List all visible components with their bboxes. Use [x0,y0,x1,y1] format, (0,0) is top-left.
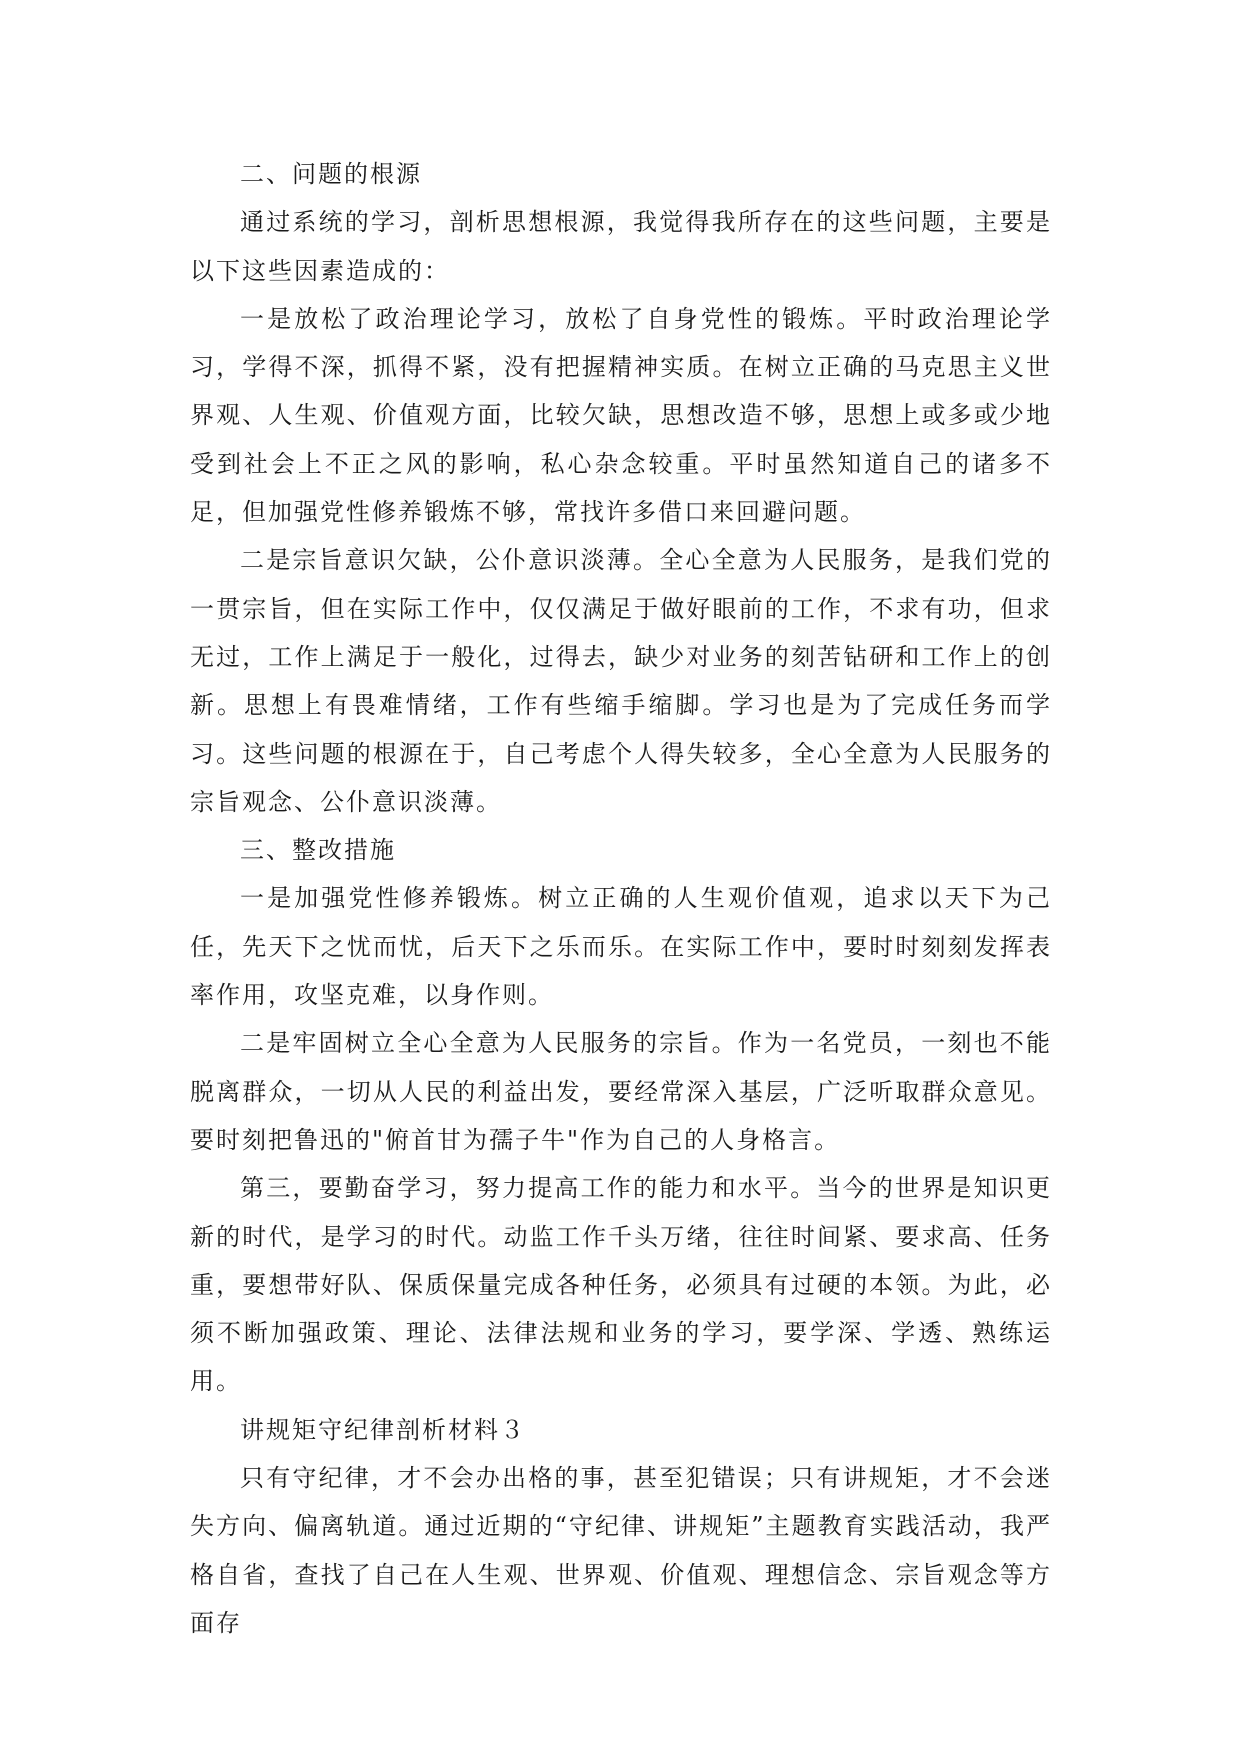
paragraph-measure-1: 一是加强党性修养锻炼。树立正确的人生观价值观，追求以天下为己任，先天下之忧而忧，后天下之乐而乐。在实际工作中，要时时刻刻发挥表率作用，攻坚克难，以身作则。 [190,884,1052,1010]
paragraph-measure-2: 二是牢固树立全心全意为人民服务的宗旨。作为一名党员，一刻也不能脱离群众，一切从人民的利益出发，要经常深入基层，广泛听取群众意见。要时刻把鲁迅的"俯首甘为孺子牛"作为自己的人身格言。 [190,1029,1052,1154]
document-body [190,150,1052,1647]
paragraph-intro: 通过系统的学习，剖析思想根源，我觉得我所存在的这些问题，主要是以下这些因素造成的： [190,208,1052,285]
section-heading-rectification: 三、整改措施 [240,836,396,865]
document-subtitle: 讲规矩守纪律剖析材料３ [240,1415,526,1444]
paragraph-material-3-intro: 只有守纪律，才不会办出格的事，甚至犯错误；只有讲规矩，才不会迷失方向、偏离轨道。通过近期的“守纪律、讲规矩”主题教育实践活动，我严格自省，查找了自己在人生观、世界观、价值观、理想信念、宗旨观念等方面存 [190,1464,1052,1637]
section-heading-root-causes: 二、问题的根源 [240,160,422,188]
paragraph-cause-2: 二是宗旨意识欠缺，公仆意识淡薄。全心全意为人民服务，是我们党的一贯宗旨，但在实际工作中，仅仅满足于做好眼前的工作，不求有功，但求无过，工作上满足于一般化，过得去，缺少对业务的刻苦钻研和工作上的创新。思想上有畏难情绪，工作有些缩手缩脚。学习也是为了完成任务而学习。这些问题的根源在于，自己考虑个人得失较多，全心全意为人民服务的宗旨观念、公仆意识淡薄。 [190,546,1052,816]
paragraph-cause-1: 一是放松了政治理论学习，放松了自身党性的锻炼。平时政治理论学习，学得不深，抓得不紧，没有把握精神实质。在树立正确的马克思主义世界观、人生观、价值观方面，比较欠缺，思想改造不够，思想上或多或少地受到社会上不正之风的影响，私心杂念较重。平时虽然知道自己的诸多不足，但加强党性修养锻炼不够，常找许多借口来回避问题。 [190,304,1052,527]
paragraph-measure-3: 第三，要勤奋学习，努力提高工作的能力和水平。当今的世界是知识更新的时代，是学习的时代。动监工作千头万绪，往往时间紧、要求高、任务重，要想带好队、保质保量完成各种任务，必须具有过硬的本领。为此，必须不断加强政策、理论、法律法规和业务的学习，要学深、学透、熟练运用。 [190,1174,1052,1396]
